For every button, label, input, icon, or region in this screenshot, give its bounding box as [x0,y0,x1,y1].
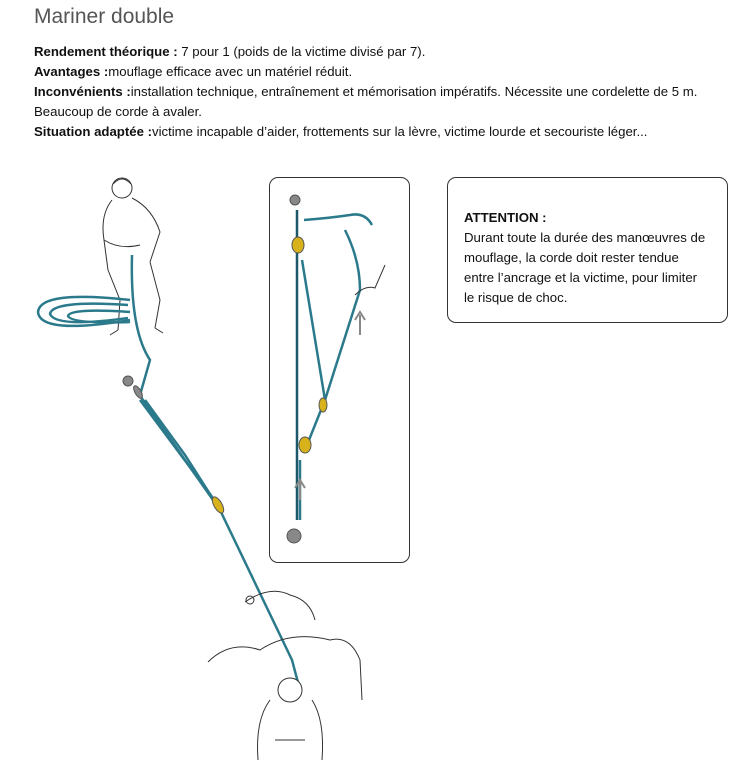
attention-line: mouflage, la corde doit rester tendue [464,250,679,265]
attention-line: entre l’ancrage et la victime, pour limiter [464,270,698,285]
info-label: Situation adaptée : [34,124,152,139]
info-label: Rendement théorique : [34,44,178,59]
attention-heading: ATTENTION : [464,210,547,225]
attention-line: le risque de choc. [464,290,568,305]
victim-figure [258,678,323,760]
info-text: installation technique, entraînement et mémorisation impératifs. Nécessite une cordelette de 5 m. [130,84,698,99]
victim-icon [287,529,301,543]
info-text: 7 pour 1 (poids de la victime divisé par 7). [177,44,426,59]
anchor-icon [290,195,300,205]
info-text: victime incapable d’aider, frottements sur la lèvre, victime lourde et secouriste léger... [151,124,648,139]
page-title: Mariner double [34,5,175,28]
info-label: Inconvénients : [34,84,131,99]
anchor-icon [123,376,133,386]
info-text: mouflage efficace avec un matériel réduit. [108,64,353,79]
info-label: Avantages : [34,64,109,79]
attention-line: Durant toute la durée des manœuvres de [464,230,706,245]
inset-diagram [287,195,385,543]
info-text: Beaucoup de corde à avaler. [34,104,202,119]
rope-coil [38,297,130,326]
up-arrow-icon [355,312,365,335]
main-rope-system [132,255,300,690]
